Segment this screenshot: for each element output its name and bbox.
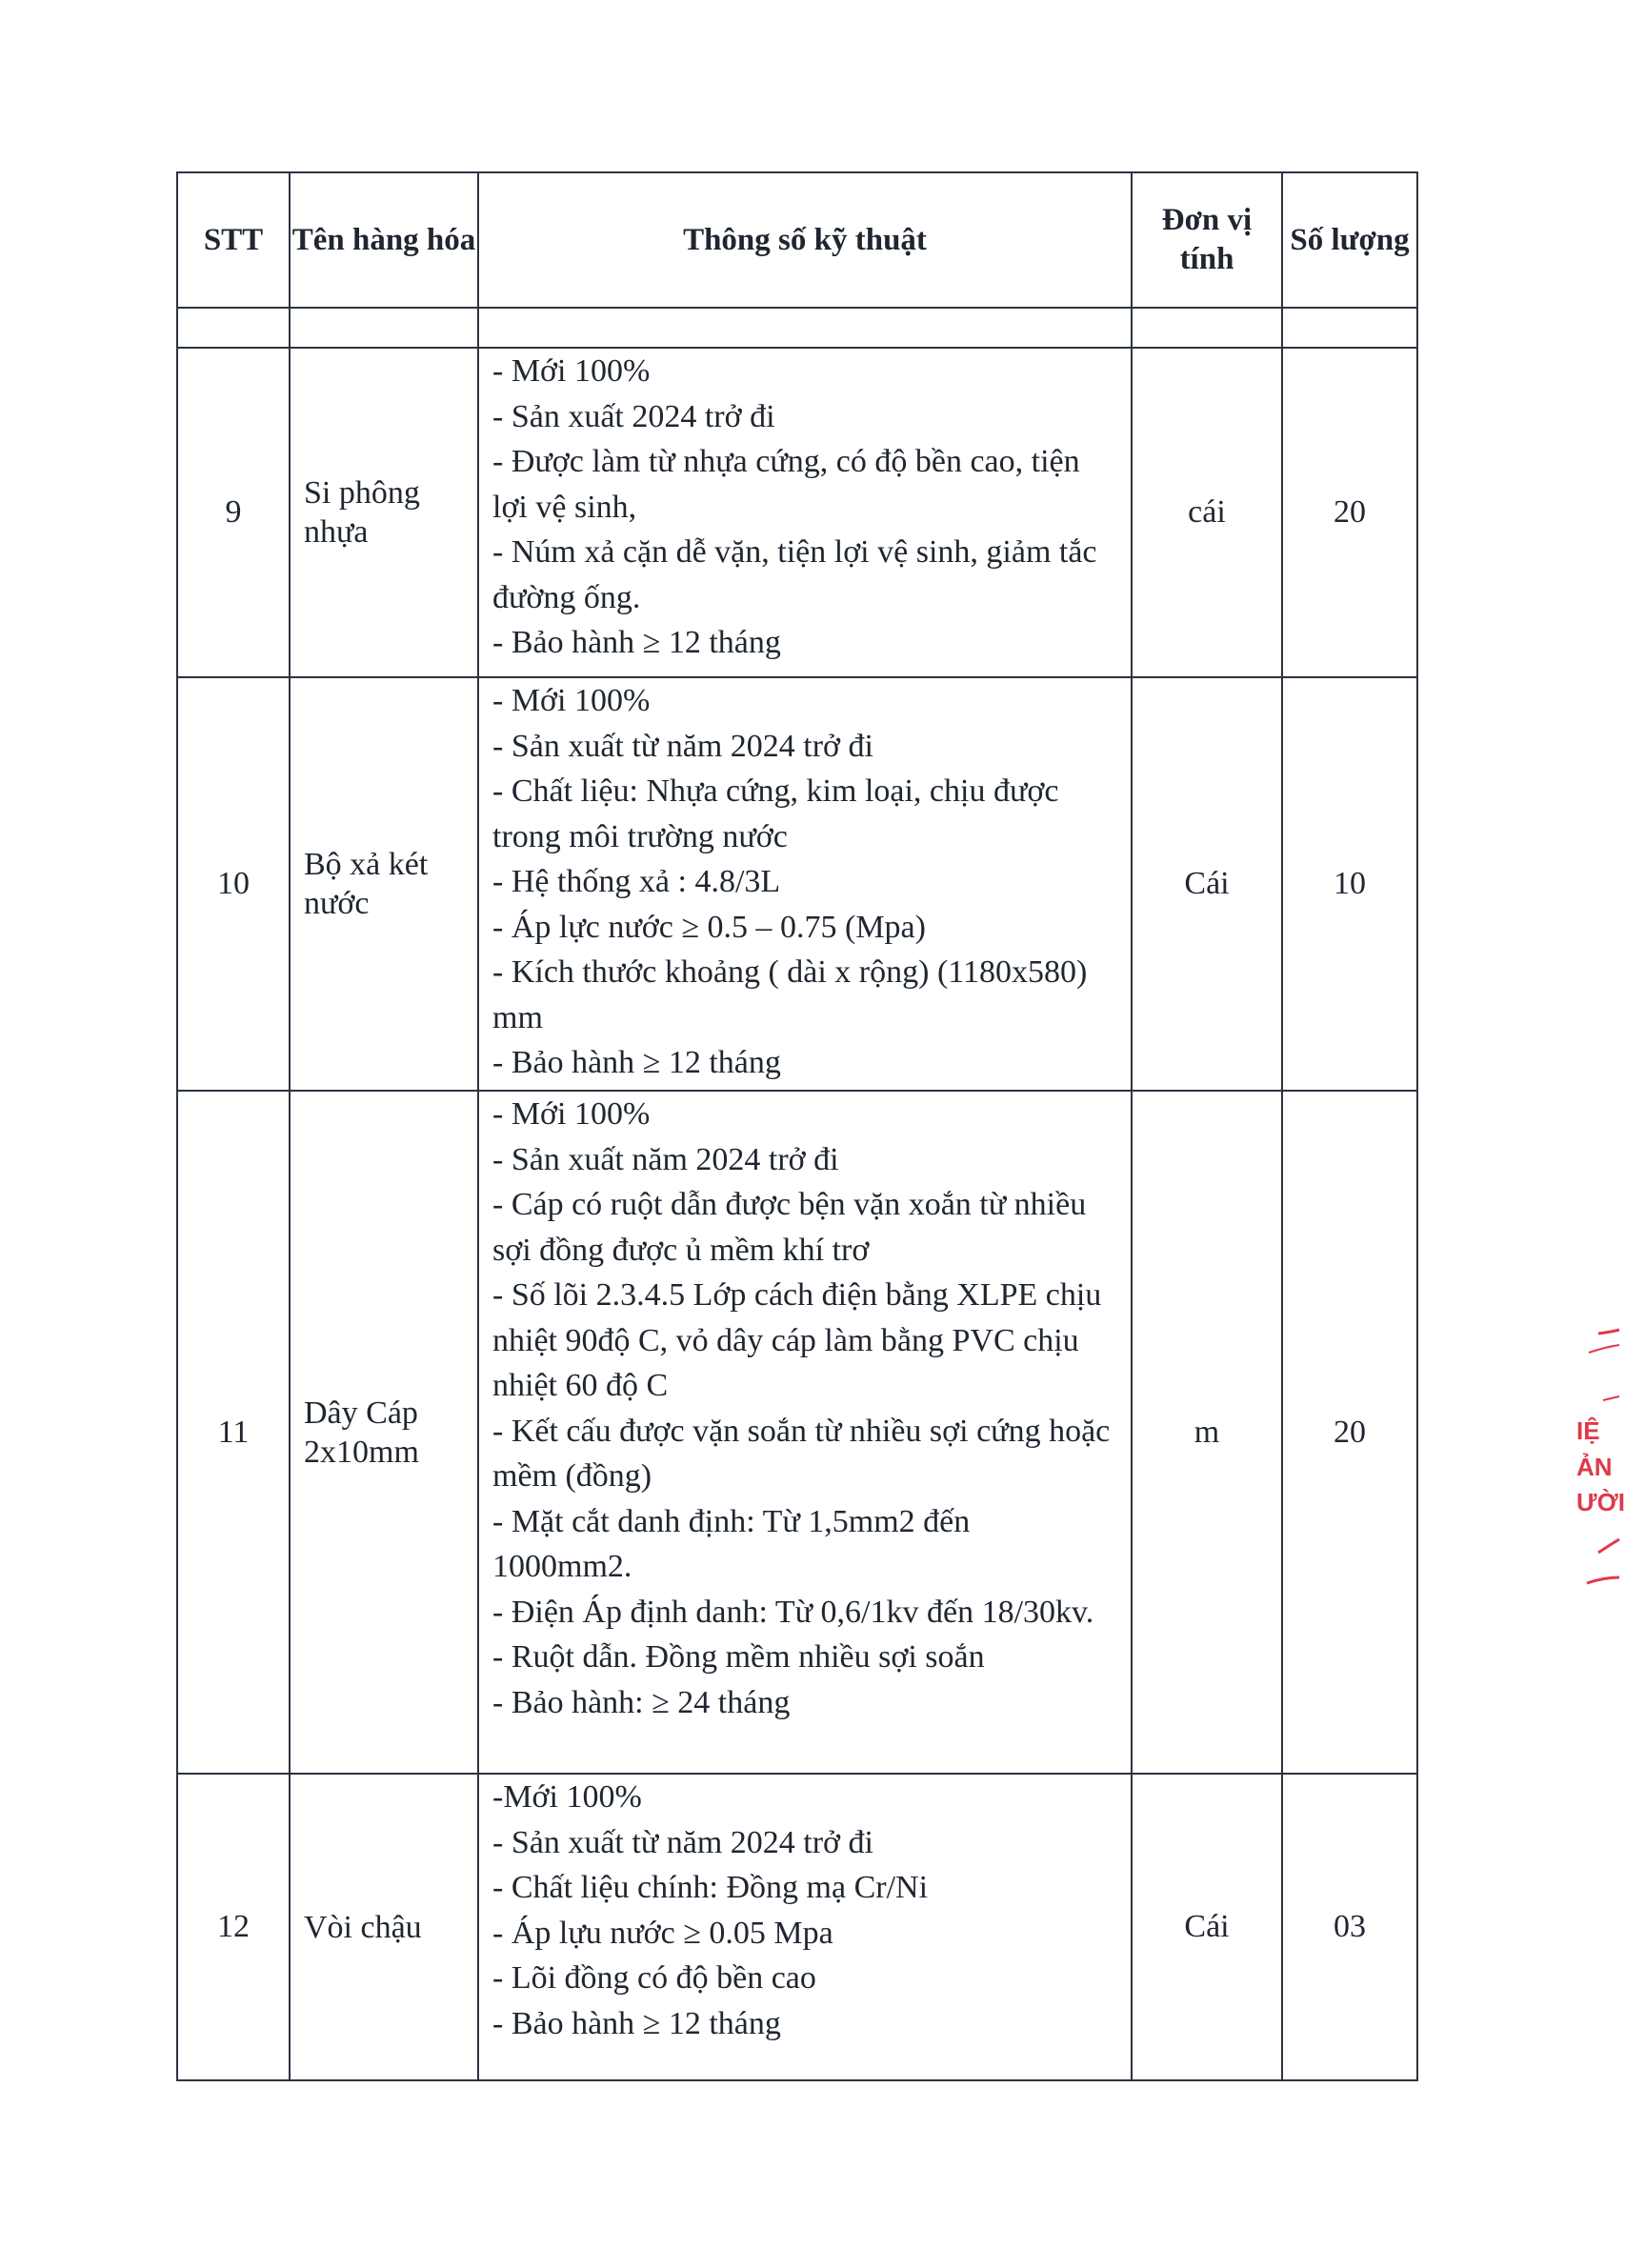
header-stt: STT: [177, 172, 290, 308]
row-qty: 20: [1282, 1091, 1417, 1774]
row-stt: 12: [177, 1774, 290, 2080]
table-row: [177, 677, 1417, 1091]
spec-line: - Bảo hành ≥ 12 tháng: [492, 1045, 781, 1080]
spec-line: - Hệ thống xả : 4.8/3L: [492, 864, 781, 899]
header-qty: Số lượng: [1282, 172, 1417, 308]
spec-line: - Điện Áp định danh: Từ 0,6/1kv đến 18/30kv.: [492, 1594, 1094, 1630]
stamp-text: ƯỜI: [1576, 1488, 1625, 1516]
spec-line: - Chất liệu chính: Đồng mạ Cr/Ni: [492, 1870, 929, 1905]
row-spec: [478, 1091, 1132, 1774]
row-name: Dây Cáp 2x10mm: [290, 1091, 478, 1774]
spec-line: - Cáp có ruột dẫn được bện vặn xoắn từ nhiều sợi đồng được ủ mềm khí trơ: [492, 1187, 1087, 1268]
row-name: Vòi chậu: [290, 1774, 478, 2080]
spec-line: - Lõi đồng có độ bền cao: [492, 1960, 816, 1996]
row-qty: 10: [1282, 677, 1417, 1091]
row-qty: 03: [1282, 1774, 1417, 2080]
spec-line: - Chất liệu: Nhựa cứng, kim loại, chịu được trong môi trường nước: [492, 773, 1059, 854]
row-spec: [478, 348, 1132, 677]
spec-line: - Núm xả cặn dễ vặn, tiện lợi vệ sinh, giảm tắc đường ống.: [492, 534, 1097, 615]
header-name: Tên hàng hóa: [290, 172, 478, 308]
spec-line: - Mới 100%: [492, 1096, 651, 1132]
spec-line: - Bảo hành: ≥ 24 tháng: [492, 1684, 791, 1720]
stamp-text: IỆ: [1576, 1416, 1600, 1445]
spec-line: - Mới 100%: [492, 353, 651, 389]
spec-line: - Kết cấu được vặn soắn từ nhiều sợi cứng hoặc mềm (đồng): [492, 1413, 1111, 1494]
row-spec: [478, 1774, 1132, 2080]
row-name: Si phông nhựa: [290, 348, 478, 677]
row-spec: [478, 677, 1132, 1091]
row-name: Bộ xả két nước: [290, 677, 478, 1091]
spec-line: - Sản xuất 2024 trở đi: [492, 398, 775, 434]
spec-line: - Áp lực nước ≥ 0.5 – 0.75 (Mpa): [492, 909, 926, 945]
row-unit: cái: [1132, 348, 1282, 677]
spec-line: - Sản xuất từ năm 2024 trở đi: [492, 1824, 873, 1860]
table-row: [177, 1091, 1417, 1774]
spec-line: - Bảo hành ≥ 12 tháng: [492, 2005, 781, 2041]
spacer-row: [177, 308, 1417, 348]
spec-line: - Sản xuất năm 2024 trở đi: [492, 1141, 839, 1177]
header-unit: Đơn vị tính: [1132, 172, 1282, 308]
spec-line: - Sản xuất từ năm 2024 trở đi: [492, 728, 873, 764]
row-stt: 10: [177, 677, 290, 1091]
row-stt: 9: [177, 348, 290, 677]
spec-table: [176, 171, 1418, 2081]
stamp-text: ẢN: [1576, 1453, 1613, 1481]
spec-line: - Số lõi 2.3.4.5 Lớp cách điện bằng XLPE chịu nhiệt 90độ C, vỏ dây cáp làm bằng PVC chịu nhiệt 60 độ C: [492, 1277, 1102, 1403]
spec-line: - Kích thước khoảng ( dài x rộng) (1180x580) mm: [492, 954, 1088, 1035]
row-unit: Cái: [1132, 677, 1282, 1091]
spec-line: - Mới 100%: [492, 683, 651, 718]
row-unit: m: [1132, 1091, 1282, 1774]
row-stt: 11: [177, 1091, 290, 1774]
spec-line: - Được làm từ nhựa cứng, có độ bền cao, tiện lợi vệ sinh,: [492, 444, 1080, 525]
spec-line: - Bảo hành ≥ 12 tháng: [492, 625, 781, 660]
header-row: [177, 172, 1417, 308]
spec-line: - Ruột dẫn. Đồng mềm nhiều sợi soắn: [492, 1639, 985, 1675]
row-qty: 20: [1282, 348, 1417, 677]
header-spec: Thông số kỹ thuật: [478, 172, 1132, 308]
spec-line: -Mới 100%: [492, 1779, 642, 1815]
table-row: [177, 1774, 1417, 2080]
row-unit: Cái: [1132, 1774, 1282, 2080]
spec-line: - Mặt cắt danh định: Từ 1,5mm2 đến 1000mm2.: [492, 1503, 971, 1584]
table-row: [177, 348, 1417, 677]
spec-line: - Áp lựu nước ≥ 0.05 Mpa: [492, 1915, 833, 1951]
